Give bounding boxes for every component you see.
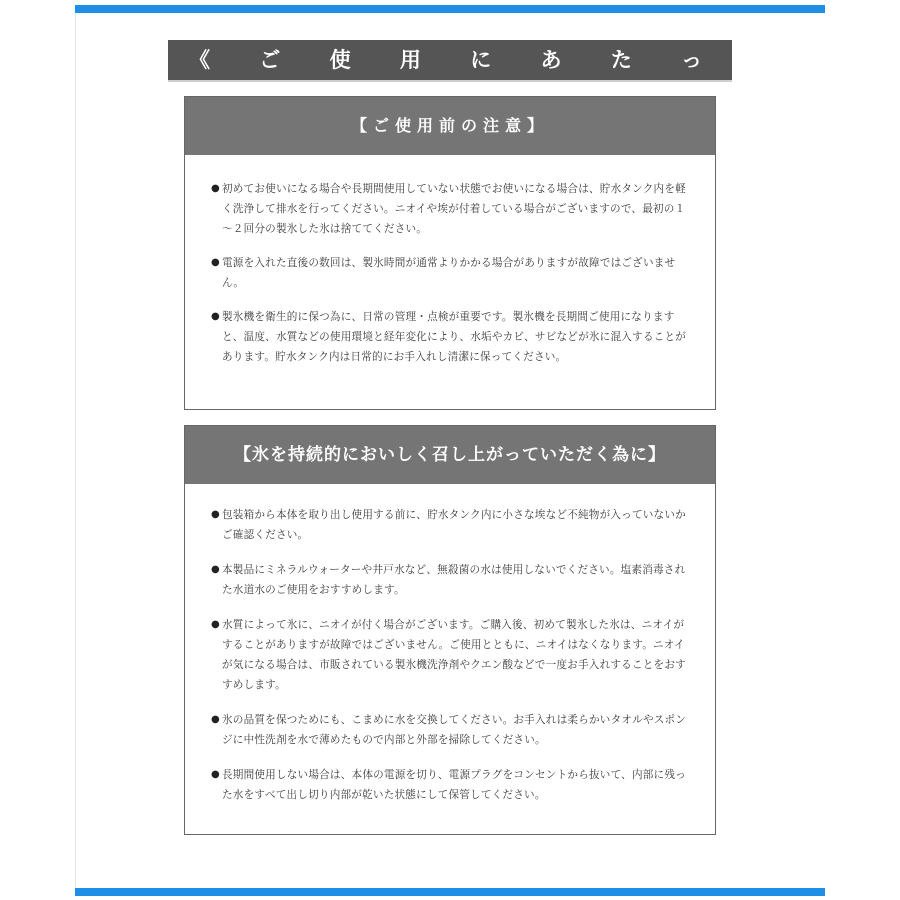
list-item-text: 包装箱から本体を取り出し使用する前に、貯水タンク内に小さな埃など不純物が入っていないかご確認ください。 (222, 509, 686, 541)
bottom-accent-bar (75, 888, 825, 896)
list-item (211, 710, 689, 750)
top-accent-bar (75, 5, 825, 13)
list-item (211, 307, 689, 367)
left-divider (75, 12, 76, 888)
bullet-icon: ● (211, 257, 220, 268)
section-header: 【ご使用前の注意】 (185, 97, 715, 155)
list-item-text: 本製品にミネラルウォーターや井戸水など、無殺菌の水は使用しないでください。塩素消毒された水道水のご使用をおすすめします。 (222, 564, 686, 596)
list-item (211, 615, 689, 695)
bullet-icon: ● (211, 311, 220, 322)
list-item (211, 560, 689, 600)
bullet-icon: ● (211, 619, 220, 630)
title-underline (168, 80, 732, 82)
ice-quality-list (185, 484, 715, 805)
list-item (211, 765, 689, 805)
bullet-icon: ● (211, 183, 220, 194)
bullet-icon: ● (211, 564, 220, 575)
list-item-text: 電源を入れた直後の数回は、製氷時間が通常よりかかる場合がありますが故障ではございません。 (222, 257, 676, 289)
list-item (211, 505, 689, 545)
bullet-icon: ● (211, 509, 220, 520)
list-item-text: 水質によって氷に、ニオイが付く場合がございます。ご購入後、初めて製氷した氷は、ニオイがすることがありますが故障ではございません。ご使用とともに、ニオイはなくなります。ニオイが気になる場合は、市販されている製氷機洗浄剤やクエン酸などで一度お手入れすることをおすすめします。 (222, 619, 686, 691)
precautions-section (184, 96, 716, 410)
section-header: 【氷を持続的においしく召し上がっていただく為に】 (185, 426, 715, 484)
list-item-text: 長期間使用しない場合は、本体の電源を切り、電源プラグをコンセントから抜いて、内部に残った水をすべて出し切り内部が乾いた状態にして保管してください。 (222, 769, 686, 801)
list-item-text: 氷の品質を保つためにも、こまめに水を交換してください。お手入れは柔らかいタオルやスポンジに中性洗剤を水で薄めたもので内部と外部を掃除してください。 (222, 714, 687, 746)
list-item (211, 179, 689, 239)
list-item-text: 初めてお使いになる場合や長期間使用していない状態でお使いになる場合は、貯水タンク内を軽く洗浄して排水を行ってください。ニオイや埃が付着している場合がございますので、最初の１～２回分の製氷した氷は捨ててください。 (222, 183, 686, 235)
ice-quality-section (184, 425, 716, 835)
precautions-list (185, 155, 715, 367)
bullet-icon: ● (211, 714, 220, 725)
bullet-icon: ● (211, 769, 220, 780)
list-item (211, 253, 689, 293)
page-title: 《 ご 使 用 に あ た っ て 》 (168, 40, 732, 80)
list-item-text: 製氷機を衛生的に保つ為に、日常の管理・点検が重要です。製氷機を長期間ご使用になりますと、温度、水質などの使用環境と経年変化により、水垢やカビ、サビなどが氷に混入することがあります。貯水タンク内は日常的にお手入れし清潔に保ってください。 (222, 311, 687, 363)
